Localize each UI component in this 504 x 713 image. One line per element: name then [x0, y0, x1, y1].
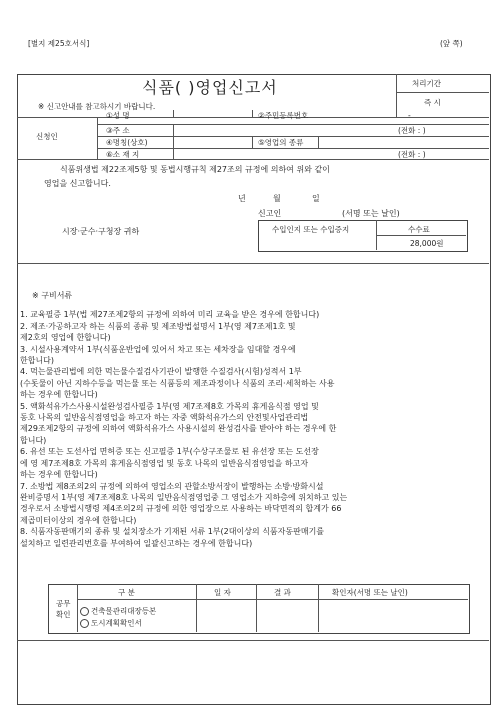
- processing-period-value: 즉 시: [424, 98, 441, 107]
- verification-row-2: [80, 619, 142, 628]
- required-documents: [20, 290, 490, 549]
- stamp-header: 수입인지 또는 수입증지: [272, 225, 350, 234]
- location-label: ⑥소 재 지: [106, 150, 140, 159]
- documents-heading: ※ 구비서류: [32, 291, 73, 300]
- document-item-7: 7. 소방법 제8조의2의 규정에 의하여 영업소의 관할소방서장이 발행하는 소방·방화시설 완비증명서 1부(영 제7조제8호 나목의 일반음식점영업중 그 영업소가 지하층에 위치하고 있는 경우로서 소방법시행령 제4조의2의 규정에 의한 영업장으로 사용하는 바닥면적의 합계가 66 제곱미터이상의 경우에 한합니다): [20, 481, 348, 525]
- document-item-6: 6. 유선 또는 도선사업 면허증 또는 신고필증 1부(수상구조물로 된 유선장 또는 도선장 에 영 제7조제8호 가목의 휴게음식점영업 및 동호 나목의 일반음식점영업을 하고자 하는 경우에 한합니다): [20, 447, 319, 480]
- document-item-3: 3. 시설사용계약서 1부(식품운반업에 있어서 차고 또는 세차장을 임대할 경우에 한합니다): [20, 344, 296, 366]
- location-phone: (전화 : ): [398, 150, 426, 159]
- document-item-4: 4. 먹는물관리법에 의한 먹는물수질검사기관이 발행한 수질검사(시험)성적서 1부 (수돗물이 아닌 지하수등을 먹는물 또는 식품등의 제조과정이나 식품의 조리·세척하는 사용 하는 경우에 한합니다): [20, 367, 335, 400]
- address-phone: (전화 : ): [398, 126, 426, 135]
- form-title: 식품( )영업신고서: [142, 78, 278, 97]
- guide-note: ※ 신고안내를 참고하시기 바랍니다.: [38, 102, 156, 111]
- addressee: 시장·군수·구청장 귀하: [62, 227, 140, 236]
- checkbox-urban-plan[interactable]: [80, 619, 89, 628]
- applicant-section-label: 신청인: [36, 132, 58, 141]
- verification-section-label: 공무 확인: [56, 599, 71, 619]
- date-month: 월: [273, 194, 281, 203]
- document-item-2: 2. 제조·가공하고자 하는 식품의 종류 및 제조방법설명서 1부(영 제7조제1호 및 제2호의 영업에 한합니다): [20, 321, 296, 343]
- business-name-label: ④명칭(상호): [106, 138, 148, 147]
- date-year: 년: [238, 194, 246, 203]
- processing-period-label: 처리기간: [412, 79, 441, 88]
- name-label: ①성 명: [106, 111, 130, 120]
- form-number: [별지 제25호서식]: [28, 39, 90, 48]
- document-item-5: 5. 액화석유가스사용시설완성검사필증 1부(영 제7조제8호 가목의 휴게음식점 영업 및 동호 나목의 일반음식점영업을 하고자 하는 자중 액화석유가스의 안전및사업관리법 제29조제2항의 규정에 의하여 액화석유가스 사용시설의 완성검사를 받아야 하는 경우에 한 합니다): [20, 401, 337, 445]
- col-confirmer: 확인자(서명 또는 날인): [332, 588, 408, 597]
- signer-sign-note: (서명 또는 날인): [342, 209, 400, 218]
- statement-line-2: 영업을 신고합니다.: [44, 179, 111, 188]
- fee-value: 28,000원: [410, 239, 444, 248]
- document-item-8: 8. 식품자동판매기의 종류 및 설치장소가 기재된 서류 1부(2대이상의 식품자동판매기를 설치하고 일련관리번호를 부여하여 일괄신고하는 경우에 한합니다): [20, 527, 325, 548]
- resident-number-dash: -: [408, 111, 411, 120]
- business-type-label: ⑤영업의 종류: [258, 138, 304, 147]
- row2-label: 도시계획확인서: [91, 618, 142, 628]
- col-date: 일 자: [214, 588, 231, 597]
- page-indicator: (앞 쪽): [440, 39, 463, 48]
- signer-label: 신고인: [258, 209, 282, 218]
- statement-line-1: 식품위생법 제22조제5항 및 동법시행규칙 제27조의 규정에 의하여 위와 같이: [60, 165, 330, 174]
- document-item-1: 1. 교육필증 1부(법 제27조제2항의 규정에 의하여 미리 교육을 받은 경우에 한합니다): [20, 310, 320, 320]
- verification-row-1: [80, 607, 156, 616]
- col-category: 구 분: [118, 588, 135, 597]
- date-day: 일: [312, 194, 320, 203]
- address-label: ③주 소: [106, 126, 130, 135]
- fee-label: 수수료: [408, 225, 430, 234]
- resident-number-label: ②주민등록번호: [258, 111, 309, 120]
- col-result: 결 과: [274, 588, 291, 597]
- row1-label: 건축물관리대장등본: [91, 606, 157, 616]
- checkbox-building-register[interactable]: [80, 607, 89, 616]
